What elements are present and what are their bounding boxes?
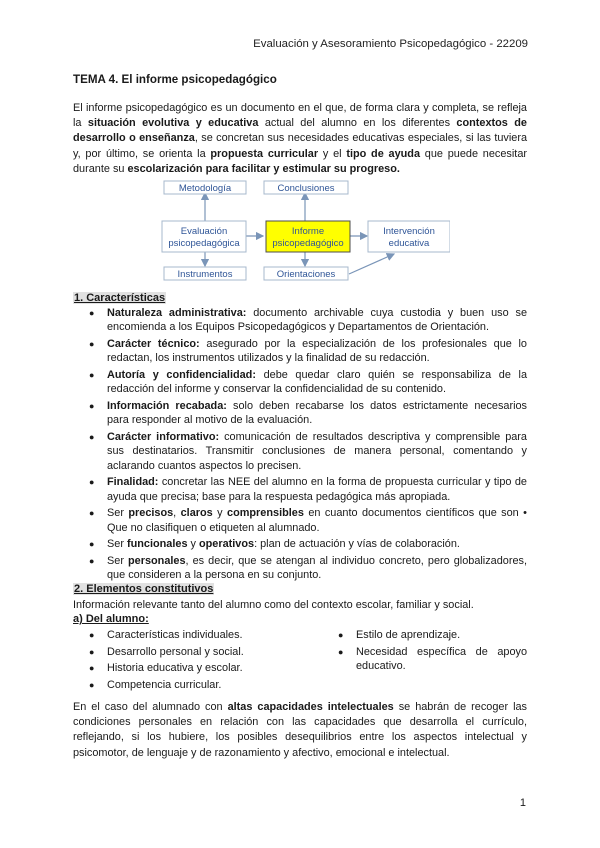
informe-diagram (150, 177, 450, 287)
bold-text: Información recabada: (107, 400, 227, 412)
list-item (89, 306, 527, 335)
list-item: ● Competencia curricular. (89, 678, 319, 692)
bold-text: escolarización para facilitar y estimular su progreso. (127, 162, 400, 175)
bold-text: comprensibles (227, 507, 304, 520)
text-run: : plan de actuación y vías de colaboración. (254, 538, 460, 551)
bold-text: tipo de ayuda (346, 147, 421, 160)
section1-heading: 1. Características (74, 292, 166, 304)
text-run: , se concretan sus necesidades educativas especiales, si las tuviera y, por último, se orienta la (73, 132, 528, 160)
bold-text: operativos (199, 538, 255, 551)
bold-text: contextos de desarrollo o enseñanza (73, 117, 527, 145)
page-title: TEMA 4. El informe psicopedagógico (73, 73, 277, 86)
list-item: ● Características individuales. (89, 628, 319, 642)
text-run: debe quedar claro quién se responsabiliza de la redacción del informe y conservar la confidencialidad de su contenido. (107, 369, 528, 396)
characteristics-list (89, 306, 527, 585)
bold-text: propuesta curricular (210, 147, 319, 160)
text-run: concretar las NEE del alumno en la forma de propuesta curricular y tipo de ayuda que precisa; base para la respuesta pedagógica más apropiada. (107, 476, 527, 503)
list-item: ● Necesidad específica de apoyo educativo. (338, 645, 527, 674)
text-run: y (212, 507, 228, 520)
label-metodologia: Metodología (178, 183, 232, 194)
text-run: El informe psicopedagógico es un documento en el que, de forma clara y completa, se refleja la (73, 102, 527, 130)
label-orientaciones: Orientaciones (276, 269, 336, 280)
text-run: En el caso del alumnado con (73, 701, 228, 713)
label-intervencion-2: educativa (388, 238, 430, 249)
label-informe-2: psicopedagógico (272, 238, 344, 249)
text-run: documento archivable cuya custodia y buen uso se encomienda a los Equipos Psicopedagógicos y Departamentos de Orientación. (107, 307, 527, 334)
list-item (89, 430, 527, 473)
list-item (89, 554, 527, 583)
text-run: comunicación de resultados descriptiva y comprensible para sus destinatarios. Transmitir conclusiones de manera personal, comentando y aclarando cuantos aspectos lo precisen. (107, 431, 527, 472)
label-conclusiones: Conclusiones (277, 183, 335, 194)
label-informe-1: Informe (291, 226, 325, 237)
text-run: Ser (107, 538, 127, 551)
bold-text: precisos (128, 507, 174, 520)
list-item (89, 368, 527, 397)
list-item: ● Desarrollo personal y social. (89, 645, 319, 659)
label-intervencion-1: Intervención (383, 226, 435, 237)
text-run: , es decir, que se atengan al individuo concreto, pero globalizadores, que consideren a la persona en su conjunto. (107, 555, 527, 582)
list-item (89, 537, 527, 551)
text-run: , (173, 507, 181, 520)
label-evaluacion-2: psicopedagógica (168, 238, 240, 249)
text-run: Ser (107, 555, 129, 567)
alumno-list-left (89, 628, 319, 694)
page-header: Evaluación y Asesoramiento Psicopedagógico - 22209 (253, 38, 528, 50)
text-run: que puede necesitar durante su (73, 147, 527, 175)
list-item (89, 506, 527, 535)
bold-text: funcionales (126, 538, 188, 551)
text-run: en cuanto documentos científicos que son • Que no clasifiquen o etiqueten al alumnado. (107, 507, 527, 534)
alumno-list-right (338, 628, 527, 676)
text-run: y (187, 538, 199, 551)
text-run: y el (318, 147, 347, 160)
text-run: Ser (107, 507, 129, 520)
bold-text: situación evolutiva y educativa (87, 117, 259, 130)
bold-text: altas capacidades intelectuales (227, 701, 394, 713)
intro-paragraph (73, 101, 527, 177)
list-item: ● Historia educativa y escolar. (89, 661, 319, 675)
list-item (89, 337, 527, 366)
bold-text: personales (128, 555, 186, 567)
bold-text: Carácter técnico: (107, 338, 200, 350)
text-run: solo deben recabarse los datos estrictamente necesarios para responder al motivo de la evaluación. (107, 400, 527, 427)
altas-capacidades-paragraph (73, 700, 527, 761)
section2-intro: Información relevante tanto del alumno como del contexto escolar, familiar y social. (73, 599, 474, 611)
arrow-orientaciones-intervencion (349, 254, 394, 274)
page-number: 1 (519, 797, 526, 809)
bold-text: Carácter informativo: (107, 431, 220, 443)
list-item (89, 399, 527, 428)
text-run: se habrán de recoger las condiciones personales en relación con las capacidades que desarrolla el currículo, reflejando, si los hubiere, los posibles desequilibrios entre los aspectos intelectual y psicomotor, de lenguaje y de razonamiento y afectivo, emocional e intelectual. (73, 701, 527, 759)
text-run: asegurado por la especialización de los profesionales que lo redactan, los instrumentos utilizados y la finalidad de su redacción. (107, 338, 527, 365)
bold-text: claros (180, 507, 213, 520)
bold-text: Finalidad: (107, 476, 159, 489)
label-evaluacion-1: Evaluación (180, 226, 228, 237)
label-instrumentos: Instrumentos (177, 269, 233, 280)
list-item (89, 475, 527, 504)
bold-text: Autoría y confidencialidad: (107, 369, 256, 381)
section2-heading: 2. Elementos constitutivos (74, 583, 214, 595)
text-run: actual del alumno en los diferentes (258, 117, 457, 130)
list-item: ● Estilo de aprendizaje. (338, 628, 527, 642)
subsection-a-heading: a) Del alumno: (73, 613, 149, 625)
bold-text: Naturaleza administrativa: (107, 307, 247, 319)
